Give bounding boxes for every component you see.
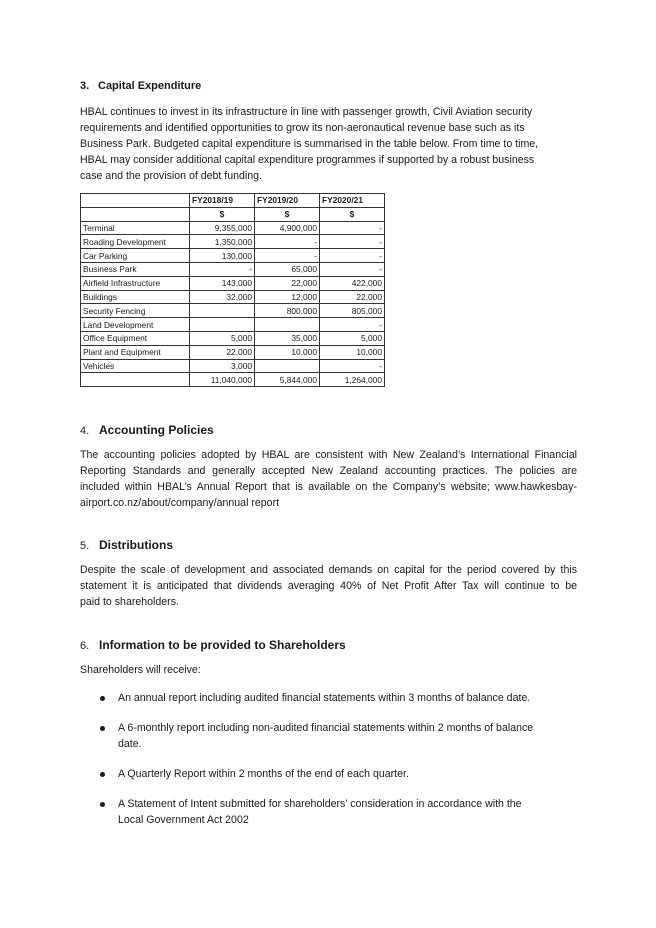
currency-cell: $ <box>255 207 320 221</box>
section-3-heading <box>80 80 201 92</box>
bullet-icon <box>100 726 105 731</box>
table-row <box>81 290 385 304</box>
value-cell: 22,000 <box>190 345 255 359</box>
paragraph-line: Shareholders will receive: <box>80 664 201 676</box>
value-cell: - <box>255 235 320 249</box>
value-cell: - <box>320 221 385 235</box>
value-cell: 22,000 <box>320 290 385 304</box>
row-label-cell: Plant and Equipment <box>81 345 190 359</box>
table-row <box>81 318 385 332</box>
section-6-title: Information to be provided to Shareholders <box>99 638 346 652</box>
section-6-number: 6. <box>80 640 90 652</box>
section-5-paragraph <box>80 562 577 610</box>
table-row <box>81 345 385 359</box>
value-cell: 1,264,000 <box>320 373 385 387</box>
currency-cell <box>81 207 190 221</box>
row-label-cell: Vehicles <box>81 359 190 373</box>
value-cell <box>255 359 320 373</box>
header-cell: FY2019/20 <box>255 194 320 208</box>
table-row <box>81 221 385 235</box>
section-4-title: Accounting Policies <box>99 423 214 437</box>
list-item-text: Local Government Act 2002 <box>118 814 249 826</box>
section-5-heading <box>80 538 173 552</box>
value-cell: 3,000 <box>190 359 255 373</box>
section-5-title: Distributions <box>99 538 173 552</box>
section-3-number: 3. <box>80 80 90 92</box>
value-cell: - <box>320 318 385 332</box>
list-item-text: An annual report including audited financial statements within 3 months of balance date. <box>118 692 531 704</box>
value-cell <box>190 318 255 332</box>
bullet-icon <box>100 802 105 807</box>
currency-cell: $ <box>190 207 255 221</box>
section-4-number: 4. <box>80 425 90 437</box>
value-cell: 11,040,000 <box>190 373 255 387</box>
table-row <box>81 276 385 290</box>
value-cell: 5,000 <box>320 331 385 345</box>
table-row <box>81 235 385 249</box>
paragraph-line: HBAL may consider additional capital expenditure programmes if supported by a robust business <box>80 154 535 166</box>
section-4-heading <box>80 423 214 437</box>
list-item <box>80 690 580 706</box>
value-cell: - <box>255 249 320 263</box>
row-label-cell: Buildings <box>81 290 190 304</box>
list-item <box>80 796 580 828</box>
table-row <box>81 262 385 276</box>
value-cell: 35,000 <box>255 331 320 345</box>
section-6-intro <box>80 662 577 678</box>
row-label-cell: Office Equipment <box>81 331 190 345</box>
list-item-text: A Quarterly Report within 2 months of the end of each quarter. <box>118 768 409 780</box>
row-label-cell: Land Development <box>81 318 190 332</box>
table-currency-row <box>81 207 385 221</box>
paragraph-line: included within HBAL’s Annual Report that is available on the Company’s website; www.hawkesbay- <box>80 481 577 493</box>
header-cell: FY2020/21 <box>320 194 385 208</box>
value-cell: 130,000 <box>190 249 255 263</box>
paragraph-line: Despite the scale of development and associated demands on capital for the period covered by this <box>80 564 577 576</box>
value-cell: - <box>320 249 385 263</box>
section-5-number: 5. <box>80 540 90 552</box>
value-cell: 800,000 <box>255 304 320 318</box>
row-label-cell <box>81 373 190 387</box>
section-6-heading <box>80 638 346 652</box>
bullet-icon <box>100 772 105 777</box>
currency-cell: $ <box>320 207 385 221</box>
value-cell: 22,000 <box>255 276 320 290</box>
row-label-cell: Terminal <box>81 221 190 235</box>
value-cell: 12,000 <box>255 290 320 304</box>
value-cell: 422,000 <box>320 276 385 290</box>
section-3-title: Capital Expenditure <box>98 80 202 92</box>
value-cell: 805,000 <box>320 304 385 318</box>
row-label-cell: Airfield Infrastructure <box>81 276 190 290</box>
paragraph-line: HBAL continues to invest in its infrastructure in line with passenger growth, Civil Aviation security <box>80 106 533 118</box>
table-row <box>81 331 385 345</box>
paragraph-line: statement it is anticipated that dividends averaging 40% of Net Profit After Tax will continue to be <box>80 580 577 592</box>
value-cell <box>190 304 255 318</box>
list-item-text: A 6-monthly report including non-audited financial statements within 2 months of balance <box>118 722 534 734</box>
paragraph-line: paid to shareholders. <box>80 596 179 608</box>
table-total-row <box>81 373 385 387</box>
bullet-icon <box>100 696 105 701</box>
row-label-cell: Car Parking <box>81 249 190 263</box>
section-3-paragraph <box>80 104 577 184</box>
list-item <box>80 766 580 782</box>
table-row <box>81 304 385 318</box>
value-cell: - <box>320 359 385 373</box>
paragraph-line: Business Park. Budgeted capital expenditure is summarised in the table below. From time to time, <box>80 138 539 150</box>
list-item-text: date. <box>118 738 142 750</box>
value-cell: - <box>190 262 255 276</box>
header-cell: FY2018/19 <box>190 194 255 208</box>
value-cell: - <box>320 262 385 276</box>
value-cell: 9,355,000 <box>190 221 255 235</box>
paragraph-line: requirements and identified opportunities to grow its non-aeronautical revenue base such as its <box>80 122 525 134</box>
table-header-row <box>81 194 385 208</box>
header-cell <box>81 194 190 208</box>
value-cell: 4,900,000 <box>255 221 320 235</box>
value-cell: 5,844,000 <box>255 373 320 387</box>
table-row <box>81 249 385 263</box>
list-item-text: A Statement of Intent submitted for shareholders’ consideration in accordance with the <box>118 798 522 810</box>
paragraph-line: Reporting Standards and generally accepted New Zealand accounting practices. The policies are <box>80 465 577 477</box>
value-cell: 143,000 <box>190 276 255 290</box>
section-4-paragraph <box>80 447 577 511</box>
value-cell: 65,000 <box>255 262 320 276</box>
list-item <box>80 720 580 752</box>
value-cell <box>255 318 320 332</box>
capex-table <box>80 193 385 387</box>
shareholder-info-list <box>80 690 580 828</box>
value-cell: 10,000 <box>320 345 385 359</box>
value-cell: 32,000 <box>190 290 255 304</box>
value-cell: 10,000 <box>255 345 320 359</box>
value-cell: 5,000 <box>190 331 255 345</box>
table-row <box>81 359 385 373</box>
row-label-cell: Business Park <box>81 262 190 276</box>
row-label-cell: Security Fencing <box>81 304 190 318</box>
value-cell: 1,350,000 <box>190 235 255 249</box>
paragraph-line: The accounting policies adopted by HBAL are consistent with New Zealand’s International Financial <box>80 449 577 461</box>
row-label-cell: Roading Development <box>81 235 190 249</box>
paragraph-line: case and the provision of debt funding. <box>80 170 262 182</box>
paragraph-line: airport.co.nz/about/company/annual report <box>80 497 280 509</box>
value-cell: - <box>320 235 385 249</box>
